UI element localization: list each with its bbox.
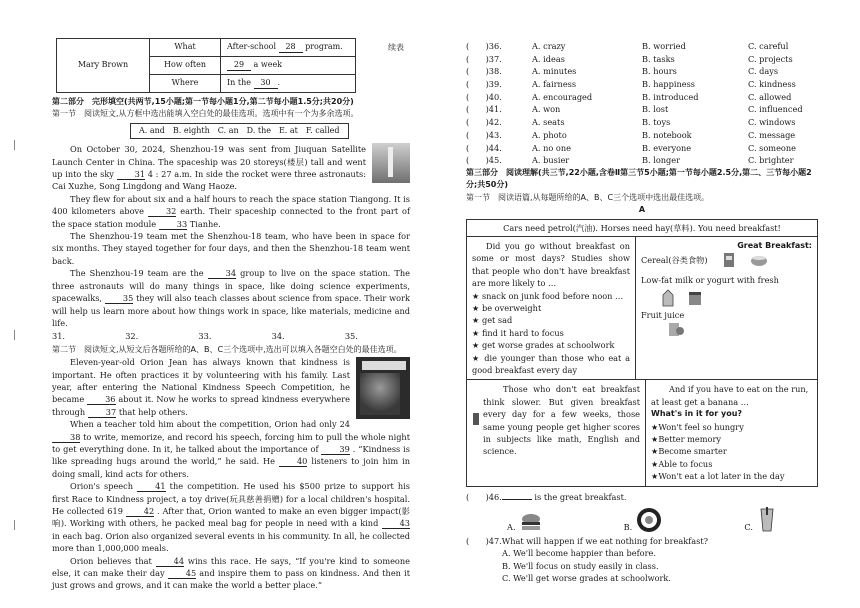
magazine-cover-photo: [356, 357, 410, 419]
poster-header: Cars need petrol(汽油). Horses need hay(草料). You need breakfast!: [467, 220, 817, 237]
paragraph: The Shenzhou-19 team met the Shenzhou-18 team, who have been in space for six months. They stayed together for four days, and then the Shenzhou-18 team went back.: [52, 231, 410, 266]
choice-row[interactable]: ( )44. A. no one B. everyone C. someone: [466, 142, 796, 153]
benefit-item: ★Won't eat a lot later in the day: [651, 471, 785, 482]
table-name-cell: Mary Brown: [57, 39, 150, 93]
blank-29[interactable]: 29: [227, 60, 251, 71]
choice-47-b[interactable]: B. We'll focus on study easily in class.: [502, 560, 659, 571]
benefit-item: ★Able to focus: [651, 458, 713, 469]
great-item: Fruit juice: [641, 309, 685, 320]
blank-41[interactable]: 41: [137, 481, 165, 492]
paragraph: The Shenzhou-19 team are the 34 group to live on the space station. The three astronauts will do many things in space, like doing science experiments, spacewalks, 35 they will also teach classes about science from space. Their work will help us learn more about how things work in space, like materials, medicine and life.: [52, 268, 410, 328]
blank-42[interactable]: 42: [126, 506, 154, 517]
table-value: After-school 28 program.: [221, 39, 356, 57]
answer-33[interactable]: 33.: [198, 331, 212, 342]
choice-row[interactable]: ( )37. A. ideas B. tasks C. projects: [466, 53, 793, 64]
blank-37[interactable]: 37: [88, 407, 116, 418]
right-column: [466, 40, 818, 585]
great-item: Low-fat milk or yogurt with fresh: [641, 275, 779, 286]
blank-40[interactable]: 40: [279, 456, 307, 467]
student-cartoon-icon: [472, 383, 479, 461]
blank-31[interactable]: 31: [117, 169, 145, 180]
part2-sec2-title: 第二节 阅读短文,从短文后各题所给的A、B、C三个选项中,选出可以填入各题空白处的最佳选项。: [52, 344, 402, 354]
continued-label: 续表: [388, 43, 404, 52]
table-label: Where: [150, 75, 221, 93]
paragraph: On October 30, 2024, Shenzhou-19 was sent from Jiuquan Satellite Launch Center in China. The spaceship was 20 storeys(楼层) tall and went up into the sky 31 4 : 27 a.m. In side the rocket were three astronauts: Cai Xuzhe, Song Lingdong and Wang Haoze.: [52, 144, 366, 192]
great-breakfast-title: Great Breakfast:: [737, 240, 812, 250]
blank-44[interactable]: 44: [156, 556, 184, 567]
part2-sec1-title: 第一节 阅读短文,从方框中选出能填入空白处的最佳选项。选项中有一个为多余选项。: [52, 109, 359, 119]
paragraph: Orion's speech 41 the competition. He used his $500 prize to support his first Race to Kindness project, a toy drive(玩具慈善捐赠) for a local children's hospital. He collected 619 42 . After that, Orion wanted to make an even bigger impact(影响). Working with others, he packed meal bag for people in need with a kind 43 in each bag. Orion also organized several events in his community. In all, he collected more than 1,000,000 meals.: [52, 481, 410, 554]
paragraph: They flew for about six and a half hours to reach the space station Tiangong. It is 400 kilometers above 32 earth. Their spaceship connected to the front part of the space station module 33 Tianhe.: [52, 193, 411, 229]
blank-39[interactable]: 39: [321, 444, 349, 455]
choice-row[interactable]: ( )39. A. fairness B. happiness C. kindness: [466, 79, 796, 90]
poster-bottom-right-cell: [646, 380, 817, 485]
answer-line: [52, 330, 410, 342]
blank-38[interactable]: 38: [52, 432, 80, 443]
blank-45[interactable]: 45: [168, 568, 196, 579]
list-item: ★ snack on junk food before noon …: [472, 290, 624, 301]
passage-shenzhou: [52, 143, 410, 329]
burger-icon: [520, 513, 542, 533]
blank-35[interactable]: 35: [105, 293, 133, 304]
poster-bottom-left-cell: [467, 380, 646, 485]
blank-46[interactable]: [502, 499, 532, 500]
paragraph: When a teacher told him about the competition, Orion had only 24 38 to write, memorize, and record his speech, forcing him to pull the whole night to get everything done. In it, he talked about the importance of 39 . “Kindness is like spreading hugs around the world,” he said. He 40 listeners to join him in doing small, kind acts for others.: [52, 419, 410, 479]
table-value: 29 a week: [221, 57, 356, 75]
choice-list: [466, 40, 818, 167]
list-item: ★ get worse grades at schoolwork: [472, 340, 615, 351]
benefit-item: ★Won't feel so hungry: [651, 421, 744, 432]
question-46-choices: [466, 507, 818, 533]
part2-title: 第二部分 完形填空(共两节,15小题;第一节每小题1分,第二节每小题1.5分;共20分): [52, 97, 354, 106]
choice-row[interactable]: ( )36. A. crazy B. worried C. careful: [466, 41, 789, 51]
part3-sec1-title: 第一节 阅读语篇,从每题所给的A、B、C三个选项中选出最佳选项。: [466, 192, 710, 202]
blank-32[interactable]: 32: [148, 206, 176, 217]
choice-row[interactable]: ( )40. A. encouraged B. introduced C. allowed: [466, 91, 792, 102]
list-item: ★ die younger than those who eat a good breakfast every day: [472, 352, 630, 375]
answer-35[interactable]: 35.: [344, 331, 358, 342]
list-item: ★ find it hard to focus: [472, 327, 564, 338]
left-column: [52, 38, 410, 592]
choice-row[interactable]: ( )43. A. photo B. notebook C. message: [466, 129, 796, 140]
poster-right-cell: [636, 237, 817, 379]
choice-47-a[interactable]: A. We'll become happier than before.: [502, 548, 656, 559]
list-item: ★ be overweight: [472, 302, 542, 313]
yogurt-icon: [687, 290, 703, 306]
passage-label-a: A: [638, 205, 646, 215]
blank-33[interactable]: 33: [159, 219, 187, 230]
choice-row[interactable]: ( )42. A. seats B. toys C. windows: [466, 117, 796, 128]
blank-36[interactable]: 36: [87, 394, 115, 405]
blank-34[interactable]: 34: [208, 268, 236, 279]
choice-row[interactable]: ( )41. A. won B. lost C. influenced: [466, 104, 803, 115]
breakfast-plate-icon: [636, 507, 662, 533]
rocket-photo: [372, 143, 410, 183]
question-47: ( )47.What will happen if we eat nothing for breakfast? A. We'll become happier than before. B. We'll focus on study easily in class. C. We'll get worse grades at schoolwork.: [466, 535, 818, 585]
answer-34[interactable]: 34.: [271, 331, 285, 342]
poster-intro: Did you go without breakfast on some or most days? Studies show that people who don't have breakfast are more likely to …: [472, 240, 630, 289]
choice-46-b[interactable]: B.: [624, 507, 663, 533]
breakfast-poster: [466, 219, 818, 487]
milk-carton-icon: [661, 289, 675, 307]
blank-43[interactable]: 43: [382, 518, 410, 529]
choice-row[interactable]: ( )38. A. minutes B. hours C. days: [466, 66, 779, 77]
options-box: A. and B. eighth C. an D. the E. at F. called: [130, 123, 349, 139]
poster-left-cell: [467, 237, 636, 379]
choice-row[interactable]: ( )45. A. busier B. longer C. brighter: [466, 155, 794, 166]
cereal-bowl-icon: [750, 253, 768, 267]
paragraph: Eleven-year-old Orion Jean has always known that kindness is important. He often practices it by volunteering with his family. Last year, after entering the National Kindness Speech Competition, he became 36 about it. Now he works to spread kindness everywhere through 37 that help others.: [52, 357, 350, 417]
answer-32[interactable]: 32.: [125, 331, 139, 342]
passage-orion: [52, 356, 410, 592]
question-46: ( )46. is the great breakfast.: [466, 491, 627, 502]
fold-mark: [14, 330, 15, 340]
fold-mark: [14, 520, 15, 530]
great-item: Cereal(谷类食物): [641, 255, 708, 266]
choice-47-c[interactable]: C. We'll get worse grades at schoolwork.: [502, 573, 671, 584]
choice-46-c[interactable]: C.: [744, 507, 777, 533]
benefit-item: ★Better memory: [651, 434, 721, 444]
list-item: ★ get sad: [472, 315, 513, 326]
juice-icon: [665, 321, 685, 337]
answer-31[interactable]: 31.: [52, 331, 66, 342]
blank-28[interactable]: 28: [279, 42, 303, 53]
paragraph: Orion believes that 44 wins this race. He says, “If you're kind to someone else, it can make their day 45 and inspire them to pass on kindness. And then it just grows and grows, and it can make the world a better place.”: [52, 555, 410, 591]
table-label: How often: [150, 57, 221, 75]
poster-bottom-text: Those who don't eat breakfast think slower. But given breakfast every day for a few weeks, those same young people get higher scores in subjects like math, English and science.: [483, 384, 640, 457]
cereal-box-icon: [720, 252, 738, 268]
part3-title: 第三部分 阅读理解(共三节,22小题,含卷Ⅱ第三节5小题;第一节每小题2.5分,第二、三节每小题2分;共50分): [466, 167, 812, 190]
benefit-item: ★Become smarter: [651, 446, 727, 457]
table-label: What: [150, 39, 221, 57]
blank-30[interactable]: 30: [254, 78, 278, 89]
choice-46-a[interactable]: A.: [507, 513, 542, 533]
poster-run-text: And if you have to eat on the run, at least get a banana …: [651, 384, 809, 407]
whats-in-title: What's in it for you?: [651, 409, 743, 419]
info-table: [56, 38, 356, 93]
fold-mark: [14, 140, 15, 150]
drink-icon: [757, 507, 777, 533]
table-value: In the 30 .: [221, 75, 356, 93]
